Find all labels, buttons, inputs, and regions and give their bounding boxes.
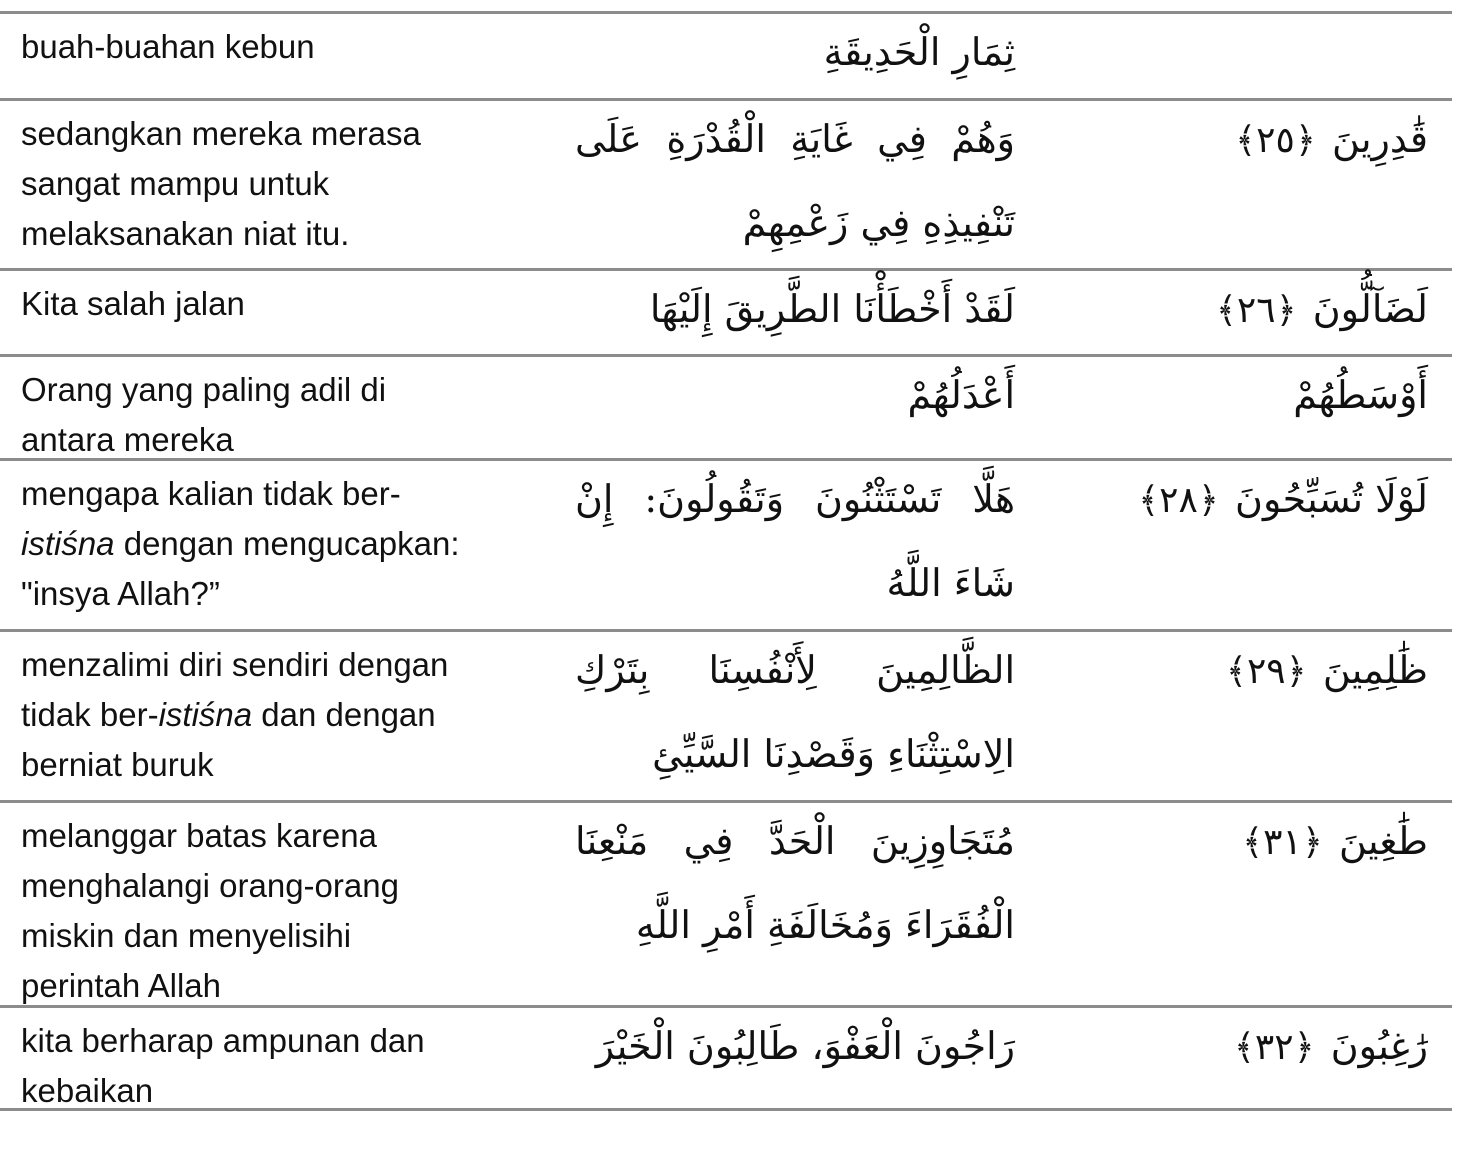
meaning-text-part: menzalimi diri sendiri dengan <box>21 646 449 683</box>
meaning-text-part: "insya Allah?” <box>21 575 220 612</box>
quran-word-text: أَوْسَطُهُمْ <box>1293 373 1428 417</box>
table-row <box>0 458 1452 629</box>
arabic-explanation: الظَّالِمِينَ لِأَنْفُسِنَا بِتَرْكِ الِاسْتِثْنَاءِ وَقَصْدِنَا السَّيِّئِ <box>575 648 1015 776</box>
quran-word <box>1293 353 1428 437</box>
quran-word <box>1234 1004 1428 1090</box>
quran-word-text: لَضَآلُّونَ <box>1312 287 1428 331</box>
meaning-text <box>21 469 531 619</box>
meaning-text-part: dan dengan <box>252 696 436 733</box>
quran-word <box>1216 267 1428 353</box>
meaning-text: Orang yang paling adil di antara mereka <box>21 371 387 458</box>
table-row <box>0 629 1452 800</box>
quran-word-text: رَٰغِبُونَ <box>1330 1024 1428 1068</box>
quran-word-text: طَٰغِينَ <box>1339 819 1428 863</box>
ayah-number-marker: ﴿٢٩﴾ <box>1225 651 1307 692</box>
arabic-explanation: أَعْدَلُهُمْ <box>907 373 1015 417</box>
meaning-text: kita berharap ampunan dan kebaikan <box>21 1022 425 1109</box>
quran-word <box>1138 457 1428 543</box>
arabic-explanation: رَاجُونَ الْعَفْوَ، طَالِبُونَ الْخَيْرَ <box>595 1024 1015 1068</box>
meaning-text: buah-buahan kebun <box>21 28 315 65</box>
ayah-number-marker: ﴿٢٥﴾ <box>1235 120 1316 161</box>
arabic-explanation: مُتَجَاوِزِينَ الْحَدَّ فِي مَنْعِنَا الْفُقَرَاءَ وَمُخَالَفَةِ أَمْرِ اللَّهِ <box>575 819 1015 947</box>
meaning-text-part: berniat buruk <box>21 746 214 783</box>
quran-word-text: قَٰدِرِينَ <box>1332 117 1428 161</box>
quran-word <box>1226 628 1428 714</box>
arabic-explanation: ثِمَارِ الْحَدِيقَةِ <box>823 30 1015 74</box>
table-row <box>0 354 1452 458</box>
meaning-italic-term: istiśna <box>158 696 253 733</box>
meaning-text-part: dengan mengucapkan: <box>114 525 460 562</box>
ayah-number-marker: ﴿٣١﴾ <box>1242 822 1323 863</box>
table-row <box>0 800 1452 1005</box>
table-row <box>0 98 1452 268</box>
arabic-explanation: هَلَّا تَسْتَثْنُونَ وَتَقُولُونَ: إِنْ شَاءَ اللَّهُ <box>575 477 1015 605</box>
arabic-explanation: لَقَدْ أَخْطَأْنَا الطَّرِيقَ إِلَيْهَا <box>649 287 1015 331</box>
table-row <box>0 11 1452 98</box>
meaning-text: melanggar batas karena menghalangi orang-orang miskin dan menyelisihi perintah Allah <box>21 817 399 1004</box>
ayah-number-marker: ﴿٢٦﴾ <box>1215 290 1297 331</box>
meaning-text: sedangkan mereka merasa sangat mampu untuk melaksanakan niat itu. <box>21 115 421 252</box>
ayah-number-marker: ﴿٢٨﴾ <box>1138 480 1219 521</box>
meaning-text-part: tidak ber- <box>21 696 159 733</box>
table-row <box>0 1005 1452 1111</box>
meaning-text: Kita salah jalan <box>21 285 245 322</box>
meaning-italic-term: istiśna <box>21 525 115 562</box>
quran-word-text: لَوْلَا تُسَبِّحُونَ <box>1235 477 1428 521</box>
ayah-number-marker: ﴿٣٢﴾ <box>1233 1027 1315 1068</box>
table-row <box>0 268 1452 354</box>
arabic-explanation: وَهُمْ فِي غَايَةِ الْقُدْرَةِ عَلَى تَنْفِيذِهِ فِي زَعْمِهِمْ <box>575 117 1015 245</box>
quran-word-text: ظَٰلِمِينَ <box>1322 648 1428 692</box>
meaning-text-part: mengapa kalian tidak ber- <box>21 475 401 512</box>
quran-word <box>1235 97 1428 183</box>
meaning-text <box>21 640 531 790</box>
quran-word <box>1242 799 1428 885</box>
glossary-table <box>0 11 1452 1111</box>
